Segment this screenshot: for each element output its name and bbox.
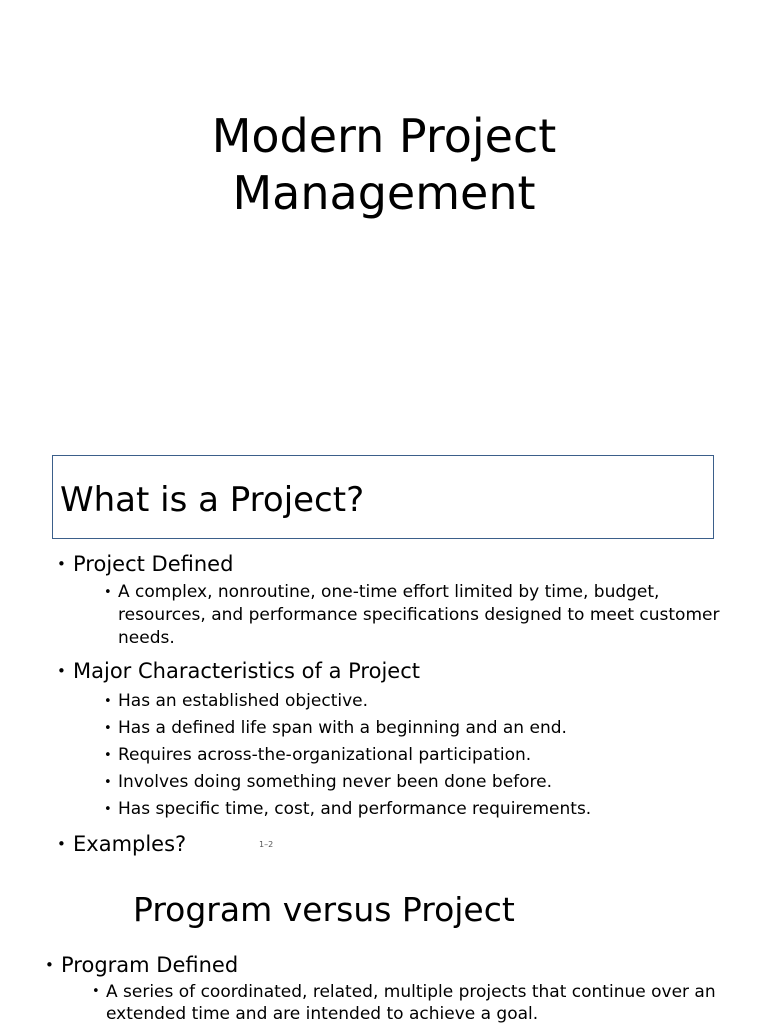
bullet-text: Examples? [73, 832, 187, 856]
bullet-project-defined [57, 551, 720, 650]
bullet-major-characteristics [57, 658, 717, 823]
sub-bullet-item [73, 796, 717, 823]
slide-title [0, 108, 768, 222]
sub-bullet-text: Requires across-the-organizational participation. [118, 745, 532, 765]
sub-bullet-item [73, 769, 717, 796]
bullet-text: Program Defined [61, 953, 239, 977]
sub-bullet-list [73, 581, 720, 650]
sub-bullet-item [73, 688, 717, 715]
slide-2-bullet-list [57, 551, 720, 857]
sub-bullet-text: Involves doing something never been done before. [118, 772, 553, 792]
sub-bullet-text: Has a defined life span with a beginning and an end. [118, 718, 567, 738]
sub-bullet-text: A complex, nonroutine, one-time effort limited by time, budget, resources, and performance specifications designed to meet customer needs. [118, 582, 720, 648]
bullet-program-defined [45, 952, 745, 1025]
bullet-text: Major Characteristics of a Project [73, 659, 420, 683]
sub-bullet-item [73, 715, 717, 742]
sub-bullet-text: A series of coordinated, related, multiple projects that continue over an extended time and are intended to achieve a goal. [106, 982, 716, 1024]
bullet-examples [57, 831, 717, 857]
sub-bullet-item [73, 581, 742, 650]
sub-bullet-item [61, 981, 746, 1025]
slide-2-title: What is a Project? [60, 480, 365, 520]
sub-bullet-text: Has specific time, cost, and performance requirements. [118, 799, 592, 819]
sub-bullet-list [73, 688, 717, 823]
slide-3-bullet-list [45, 952, 745, 1025]
bullet-text: Project Defined [73, 552, 234, 576]
slide-2-title-box [52, 455, 714, 539]
sub-bullet-list [61, 981, 745, 1025]
slide-number: 1–2 [259, 840, 274, 849]
sub-bullet-text: Has an established objective. [118, 691, 369, 711]
slide-3-title: Program versus Project [133, 890, 515, 929]
sub-bullet-item [73, 742, 717, 769]
slide-title-line-1: Modern Project [211, 109, 557, 163]
slide-title-line-2: Management [232, 166, 536, 220]
